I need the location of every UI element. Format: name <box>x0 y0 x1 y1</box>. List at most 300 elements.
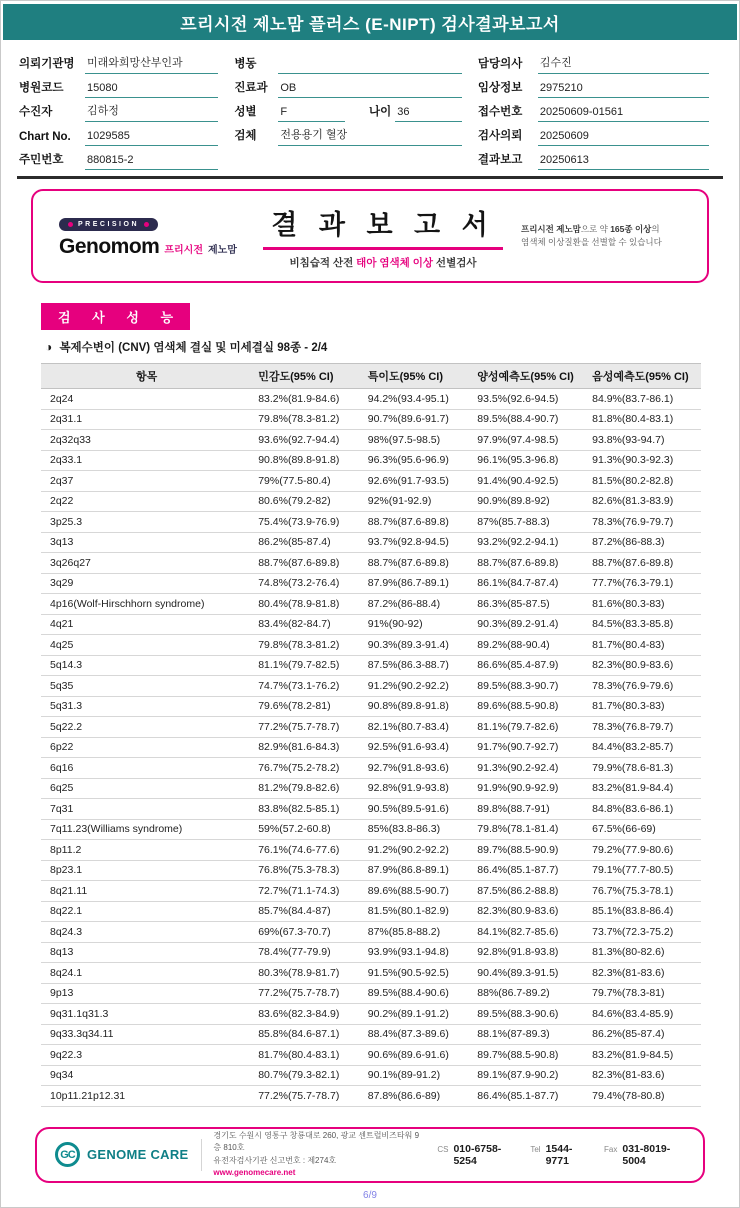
table-row <box>41 717 701 738</box>
cell-value: 87.9%(86.8-89.1) <box>362 860 472 881</box>
cell-value: 78.3%(76.8-79.7) <box>586 717 701 738</box>
cell-region: 5q22.2 <box>41 717 252 738</box>
info-field-label: Chart No. <box>19 131 71 143</box>
cell-value: 82.6%(81.3-83.9) <box>586 491 701 512</box>
cell-value: 96.1%(95.3-96.8) <box>471 450 586 471</box>
cell-value: 79%(77.5-80.4) <box>252 471 362 492</box>
cell-value: 80.6%(79.2-82) <box>252 491 362 512</box>
cell-region: 2q33.1 <box>41 450 252 471</box>
cell-value: 84.1%(82.7-85.6) <box>471 922 586 943</box>
cell-value: 91.2%(90.2-92.2) <box>362 676 472 697</box>
table-row <box>41 553 701 574</box>
cell-value: 88.7%(87.6-89.8) <box>362 553 472 574</box>
cell-value: 88.7%(87.6-89.8) <box>586 553 701 574</box>
cell-value: 83.4%(82-84.7) <box>252 614 362 635</box>
cell-value: 82.3%(81-83.6) <box>586 1065 701 1086</box>
cell-value: 98%(97.5-98.5) <box>362 430 472 451</box>
cell-value: 89.2%(88-90.4) <box>471 635 586 656</box>
cell-value: 78.3%(76.9-79.7) <box>586 512 701 533</box>
footer-contacts <box>437 1143 683 1167</box>
page-number: 6/9 <box>363 1189 377 1201</box>
cell-value: 76.7%(75.2-78.2) <box>252 758 362 779</box>
info-field-label: 접수번호 <box>477 106 523 118</box>
info-field-value: 미래와희망산부인과 <box>85 54 218 74</box>
info-field-label: 주민번호 <box>19 154 64 166</box>
cell-value: 81.2%(79.8-82.6) <box>252 778 362 799</box>
brand-kr-precision: 프리시전 <box>164 244 203 256</box>
cell-region: 4q25 <box>41 635 252 656</box>
cell-region: 4p16(Wolf-Hirschhorn syndrome) <box>41 594 252 615</box>
table-row <box>41 881 701 902</box>
genomecare-logo-text: GENOME CARE <box>87 1147 189 1162</box>
cell-value: 87.9%(86.7-89.1) <box>362 573 472 594</box>
info-column-middle <box>232 50 476 170</box>
cell-value: 84.5%(83.3-85.8) <box>586 614 701 635</box>
genomecare-icon: GC <box>55 1142 80 1167</box>
report-note-line2: 염색체 이상질환을 선별할 수 있습니다 <box>521 237 662 247</box>
info-field <box>17 74 232 98</box>
cell-value: 92.8%(91.9-93.8) <box>362 778 472 799</box>
cell-value: 79.8%(78.3-81.2) <box>252 409 362 430</box>
info-field-label: 진료과 <box>234 82 268 94</box>
info-field-value: 2975210 <box>538 82 709 98</box>
table-row <box>41 819 701 840</box>
cell-value: 76.8%(75.3-78.3) <box>252 860 362 881</box>
cell-value: 81.1%(79.7-82.6) <box>471 717 586 738</box>
table-row <box>41 389 701 410</box>
cell-value: 88.1%(87-89.3) <box>471 1024 586 1045</box>
subtitle-pre: 비침습적 산전 <box>289 256 357 269</box>
cell-value: 89.5%(88.4-90.7) <box>471 409 586 430</box>
cell-region: 7q31 <box>41 799 252 820</box>
cell-value: 79.4%(78-80.8) <box>586 1086 701 1107</box>
cell-value: 84.6%(83.4-85.9) <box>586 1004 701 1025</box>
cell-value: 77.2%(75.7-78.7) <box>252 717 362 738</box>
cell-region: 9q31.1q31.3 <box>41 1004 252 1025</box>
cell-value: 87.2%(86-88.4) <box>362 594 472 615</box>
cell-value: 85%(83.8-86.3) <box>362 819 472 840</box>
cell-region: 7q11.23(Williams syndrome) <box>41 819 252 840</box>
table-row <box>41 840 701 861</box>
cell-value: 90.8%(89.8-91.8) <box>252 450 362 471</box>
half-circle-icon: ◑ <box>45 340 53 354</box>
cell-value: 69%(67.3-70.7) <box>252 922 362 943</box>
brand-name: Genomom <box>59 234 160 258</box>
cell-region: 8p11.2 <box>41 840 252 861</box>
result-report-heading: 결 과 보 고 서 <box>263 203 502 250</box>
cell-value: 79.6%(78.2-81) <box>252 696 362 717</box>
cell-value: 86.2%(85-87.4) <box>252 532 362 553</box>
info-field-value: OB <box>278 82 462 98</box>
contact-fax <box>604 1143 683 1167</box>
cell-value: 90.3%(89.3-91.4) <box>362 635 472 656</box>
table-row <box>41 1086 701 1107</box>
report-title: 프리시전 제노맘 플러스 (E-NIPT) 검사결과보고서 <box>180 14 560 34</box>
cell-value: 91.4%(90.4-92.5) <box>471 471 586 492</box>
table-row <box>41 1045 701 1066</box>
table-row <box>41 655 701 676</box>
cell-value: 92.5%(91.6-93.4) <box>362 737 472 758</box>
cell-value: 77.7%(76.3-79.1) <box>586 573 701 594</box>
cell-value: 84.8%(83.6-86.1) <box>586 799 701 820</box>
cell-value: 91.3%(90.2-92.4) <box>471 758 586 779</box>
cell-value: 88.7%(87.6-89.8) <box>362 512 472 533</box>
table-row <box>41 450 701 471</box>
cell-value: 83.2%(81.9-84.6) <box>252 389 362 410</box>
cell-region: 5q31.3 <box>41 696 252 717</box>
cell-value: 83.2%(81.9-84.5) <box>586 1045 701 1066</box>
cell-value: 80.7%(79.3-82.1) <box>252 1065 362 1086</box>
info-field <box>17 122 232 146</box>
cell-value: 85.8%(84.6-87.1) <box>252 1024 362 1045</box>
cell-region: 9q22.3 <box>41 1045 252 1066</box>
cell-value: 89.5%(88.3-90.6) <box>471 1004 586 1025</box>
cell-value: 80.3%(78.9-81.7) <box>252 963 362 984</box>
table-row <box>41 635 701 656</box>
cell-value: 79.2%(77.9-80.6) <box>586 840 701 861</box>
cell-value: 90.1%(89-91.2) <box>362 1065 472 1086</box>
info-field <box>232 74 476 98</box>
table-row <box>41 1024 701 1045</box>
cell-value: 90.9%(89.8-92) <box>471 491 586 512</box>
cell-value: 89.5%(88.3-90.7) <box>471 676 586 697</box>
cell-value: 87%(85.8-88.2) <box>362 922 472 943</box>
cell-value: 93.2%(92.2-94.1) <box>471 532 586 553</box>
column-header-npv: 음성예측도(95% CI) <box>586 364 701 389</box>
report-title-block <box>245 203 521 270</box>
table-row <box>41 471 701 492</box>
cell-value: 90.7%(89.6-91.7) <box>362 409 472 430</box>
cell-value: 79.9%(78.6-81.3) <box>586 758 701 779</box>
precision-badge <box>59 218 158 231</box>
info-field-value: 1029585 <box>85 130 218 146</box>
cell-value: 88%(86.7-89.2) <box>471 983 586 1004</box>
info-field-label: 임상정보 <box>477 82 523 94</box>
result-report-box <box>31 189 709 283</box>
cell-region: 3p25.3 <box>41 512 252 533</box>
note-mid: 으로 약 <box>580 223 611 234</box>
cell-region: 8q21.11 <box>41 881 252 902</box>
table-row <box>41 860 701 881</box>
brand-line <box>59 235 245 259</box>
info-field-value: 36 <box>395 106 462 122</box>
column-header-sensitivity: 민감도(95% CI) <box>252 364 362 389</box>
table-row <box>41 614 701 635</box>
cell-value: 88.4%(87.3-89.6) <box>362 1024 472 1045</box>
cell-value: 89.1%(87.9-90.2) <box>471 1065 586 1086</box>
cell-value: 86.3%(85-87.5) <box>471 594 586 615</box>
contact-value: 1544-9771 <box>545 1142 573 1167</box>
table-row <box>41 799 701 820</box>
cell-value: 90.3%(89.2-91.4) <box>471 614 586 635</box>
cell-value: 74.8%(73.2-76.4) <box>252 573 362 594</box>
contact-cs <box>437 1143 514 1167</box>
info-field-label: 검체 <box>234 130 257 142</box>
cell-region: 8p23.1 <box>41 860 252 881</box>
website-link[interactable]: www.genomecare.net <box>213 1167 296 1177</box>
cell-value: 82.9%(81.6-84.3) <box>252 737 362 758</box>
info-field <box>17 98 232 122</box>
cell-value: 79.8%(78.3-81.2) <box>252 635 362 656</box>
table-row <box>41 901 701 922</box>
cell-value: 90.4%(89.3-91.5) <box>471 963 586 984</box>
contact-value: 031-8019-5004 <box>622 1142 671 1167</box>
cell-region: 2q22 <box>41 491 252 512</box>
cell-region: 6q25 <box>41 778 252 799</box>
cell-value: 73.7%(72.3-75.2) <box>586 922 701 943</box>
table-row <box>41 532 701 553</box>
cell-value: 88.7%(87.6-89.8) <box>252 553 362 574</box>
table-row <box>41 409 701 430</box>
cell-value: 81.7%(80.4-83) <box>586 635 701 656</box>
patient-info-section <box>17 46 723 179</box>
badge-dot-icon <box>144 222 149 227</box>
cell-value: 77.2%(75.7-78.7) <box>252 1086 362 1107</box>
cell-value: 79.8%(78.1-81.4) <box>471 819 586 840</box>
cell-region: 3q13 <box>41 532 252 553</box>
cell-value: 76.7%(75.3-78.1) <box>586 881 701 902</box>
cell-value: 86.4%(85.1-87.7) <box>471 860 586 881</box>
table-row <box>41 942 701 963</box>
info-field-value: 20250613 <box>538 154 709 170</box>
cell-value: 79.7%(78.3-81) <box>586 983 701 1004</box>
contact-label: Fax <box>604 1144 618 1154</box>
cell-region: 2q31.1 <box>41 409 252 430</box>
report-title-banner <box>3 4 737 40</box>
cell-value: 88.7%(87.6-89.8) <box>471 553 586 574</box>
cell-value: 91.9%(90.9-92.9) <box>471 778 586 799</box>
cell-region: 8q13 <box>41 942 252 963</box>
info-field-value: 880815-2 <box>85 154 218 170</box>
info-field-value <box>278 59 462 74</box>
cell-value: 87.2%(86-88.3) <box>586 532 701 553</box>
cell-value: 90.6%(89.6-91.6) <box>362 1045 472 1066</box>
cell-value: 87.8%(86.6-89) <box>362 1086 472 1107</box>
cell-value: 83.2%(81.9-84.4) <box>586 778 701 799</box>
precision-label: PRECISION <box>78 220 140 228</box>
table-row <box>41 963 701 984</box>
cell-value: 87%(85.7-88.3) <box>471 512 586 533</box>
info-field-label: 성별 <box>234 106 257 118</box>
cell-region: 5q14.3 <box>41 655 252 676</box>
cell-value: 81.5%(80.2-82.8) <box>586 471 701 492</box>
table-row <box>41 696 701 717</box>
section-header-test-performance: 검 사 성 능 <box>41 303 190 330</box>
info-field <box>232 98 476 122</box>
footer <box>35 1127 705 1183</box>
info-field-value: 15080 <box>85 82 218 98</box>
contact-tel <box>530 1143 588 1167</box>
info-field-label: 담당의사 <box>477 58 523 70</box>
table-row <box>41 573 701 594</box>
cell-value: 82.3%(81-83.6) <box>586 963 701 984</box>
address-line1: 경기도 수원시 영통구 창룡대로 260, 광교 센트럴비즈타워 9층 810호 <box>213 1130 420 1153</box>
performance-table-body <box>41 389 701 1107</box>
genomecare-logo <box>55 1142 189 1167</box>
column-header-item: 항목 <box>41 364 252 389</box>
table-row <box>41 737 701 758</box>
badge-dot-icon <box>68 222 73 227</box>
cell-value: 89.6%(88.5-90.8) <box>471 696 586 717</box>
cell-value: 92.7%(91.8-93.6) <box>362 758 472 779</box>
cell-value: 93.5%(92.6-94.5) <box>471 389 586 410</box>
cell-value: 89.6%(88.5-90.7) <box>362 881 472 902</box>
info-field <box>476 74 723 98</box>
info-field-value: 김수진 <box>538 54 709 74</box>
cell-value: 80.4%(78.9-81.8) <box>252 594 362 615</box>
cell-value: 86.6%(85.4-87.9) <box>471 655 586 676</box>
cell-value: 93.7%(92.8-94.5) <box>362 532 472 553</box>
table-row <box>41 430 701 451</box>
cell-value: 97.9%(97.4-98.5) <box>471 430 586 451</box>
cell-value: 86.2%(85-87.4) <box>586 1024 701 1045</box>
table-row <box>41 778 701 799</box>
cell-value: 78.4%(77-79.9) <box>252 942 362 963</box>
contact-label: CS <box>437 1144 449 1154</box>
cell-value: 84.4%(83.2-85.7) <box>586 737 701 758</box>
info-field-label: 결과보고 <box>477 154 523 166</box>
cell-value: 93.8%(93-94.7) <box>586 430 701 451</box>
cell-value: 91.7%(90.7-92.7) <box>471 737 586 758</box>
cell-value: 91%(90-92) <box>362 614 472 635</box>
info-field <box>17 50 232 74</box>
note-post: 의 <box>651 223 660 234</box>
cell-value: 90.8%(89.8-91.8) <box>362 696 472 717</box>
table-row <box>41 512 701 533</box>
cell-value: 89.8%(88.7-91) <box>471 799 586 820</box>
cell-value: 85.1%(83.8-86.4) <box>586 901 701 922</box>
cell-value: 92%(91-92.9) <box>362 491 472 512</box>
table-caption-text: 복제수변이 (CNV) 염색체 결실 및 미세결실 98종 - 2/4 <box>59 342 328 354</box>
subtitle-post: 선별검사 <box>433 256 477 269</box>
info-field <box>476 146 723 170</box>
cell-value: 96.3%(95.6-96.9) <box>362 450 472 471</box>
column-header-specificity: 특이도(95% CI) <box>362 364 472 389</box>
info-column-left <box>17 50 232 170</box>
cell-region: 9q34 <box>41 1065 252 1086</box>
info-field-label: 의뢰기관명 <box>19 58 75 70</box>
cell-region: 10p11.21p12.31 <box>41 1086 252 1107</box>
cell-value: 89.5%(88.4-90.6) <box>362 983 472 1004</box>
cell-value: 83.8%(82.5-85.1) <box>252 799 362 820</box>
table-row <box>41 1065 701 1086</box>
cell-region: 2q32q33 <box>41 430 252 451</box>
info-field <box>232 122 476 146</box>
cell-value: 81.7%(80.4-83.1) <box>252 1045 362 1066</box>
address-line2: 유전자검사기관 신고번호 : 제274호 <box>213 1155 337 1165</box>
cell-value: 91.2%(90.2-92.2) <box>362 840 472 861</box>
cell-region: 6p22 <box>41 737 252 758</box>
info-field <box>476 50 723 74</box>
table-caption <box>45 339 739 355</box>
cell-value: 79.1%(77.7-80.5) <box>586 860 701 881</box>
cell-value: 90.2%(89.1-91.2) <box>362 1004 472 1025</box>
performance-table <box>41 363 701 1107</box>
table-row <box>41 922 701 943</box>
table-row <box>41 983 701 1004</box>
cell-value: 89.7%(88.5-90.8) <box>471 1045 586 1066</box>
cell-value: 85.7%(84.4-87) <box>252 901 362 922</box>
note-accent: 165종 이상 <box>610 223 652 234</box>
info-field-label: 검사의뢰 <box>477 130 523 142</box>
cell-value: 81.6%(80.3-83) <box>586 594 701 615</box>
cell-region: 8q22.1 <box>41 901 252 922</box>
cell-value: 72.7%(71.1-74.3) <box>252 881 362 902</box>
info-field <box>17 146 232 170</box>
table-row <box>41 1004 701 1025</box>
cell-value: 67.5%(66-69) <box>586 819 701 840</box>
cell-region: 4q21 <box>41 614 252 635</box>
cell-value: 94.2%(93.4-95.1) <box>362 389 472 410</box>
cell-value: 87.5%(86.3-88.7) <box>362 655 472 676</box>
report-note <box>521 223 689 249</box>
cell-region: 6q16 <box>41 758 252 779</box>
info-field-label: 병동 <box>234 58 257 70</box>
footer-divider <box>201 1139 202 1171</box>
cell-region: 8q24.3 <box>41 922 252 943</box>
table-row <box>41 491 701 512</box>
cell-value: 76.1%(74.6-77.6) <box>252 840 362 861</box>
cell-value: 81.8%(80.4-83.1) <box>586 409 701 430</box>
info-field-value: 전용용기 혈장 <box>278 126 462 146</box>
info-column-right <box>476 50 723 170</box>
cell-region: 9p13 <box>41 983 252 1004</box>
info-field-label: 나이 <box>369 106 392 118</box>
report-subtitle <box>245 255 521 270</box>
cell-value: 81.5%(80.1-82.9) <box>362 901 472 922</box>
note-bold: 프리시전 제노맘 <box>521 223 581 234</box>
info-field <box>476 122 723 146</box>
cell-value: 81.3%(80-82.6) <box>586 942 701 963</box>
brand-kr-genomom: 제노맘 <box>207 244 237 256</box>
report-note-line1 <box>521 223 689 236</box>
cell-region: 8q24.1 <box>41 963 252 984</box>
cell-value: 81.7%(80.3-83) <box>586 696 701 717</box>
cell-value: 93.9%(93.1-94.8) <box>362 942 472 963</box>
cell-value: 90.5%(89.5-91.6) <box>362 799 472 820</box>
cell-value: 82.1%(80.7-83.4) <box>362 717 472 738</box>
table-row <box>41 594 701 615</box>
info-field-label: 병원코드 <box>19 82 64 94</box>
info-field-value: 김하정 <box>85 102 218 122</box>
contact-value: 010-6758-5254 <box>453 1142 502 1167</box>
table-header-row <box>41 364 701 389</box>
cell-value: 91.3%(90.3-92.3) <box>586 450 701 471</box>
info-field-value: 20250609 <box>538 130 709 146</box>
cell-value: 82.3%(80.9-83.6) <box>471 901 586 922</box>
genomom-logo <box>59 214 245 259</box>
cell-region: 2q37 <box>41 471 252 492</box>
table-row <box>41 676 701 697</box>
cell-value: 92.8%(91.8-93.8) <box>471 942 586 963</box>
cell-value: 93.6%(92.7-94.4) <box>252 430 362 451</box>
info-field <box>476 98 723 122</box>
cell-value: 83.6%(82.3-84.9) <box>252 1004 362 1025</box>
contact-label: Tel <box>530 1144 541 1154</box>
table-row <box>41 758 701 779</box>
cell-value: 91.5%(90.5-92.5) <box>362 963 472 984</box>
cell-region: 9q33.3q34.11 <box>41 1024 252 1045</box>
cell-region: 2q24 <box>41 389 252 410</box>
cell-value: 81.1%(79.7-82.5) <box>252 655 362 676</box>
cell-region: 5q35 <box>41 676 252 697</box>
subtitle-accent: 태아 염색체 이상 <box>356 256 434 269</box>
info-field-label: 수진자 <box>19 106 53 118</box>
cell-value: 82.3%(80.9-83.6) <box>586 655 701 676</box>
column-header-ppv: 양성예측도(95% CI) <box>471 364 586 389</box>
cell-value: 92.6%(91.7-93.5) <box>362 471 472 492</box>
cell-value: 78.3%(76.9-79.6) <box>586 676 701 697</box>
